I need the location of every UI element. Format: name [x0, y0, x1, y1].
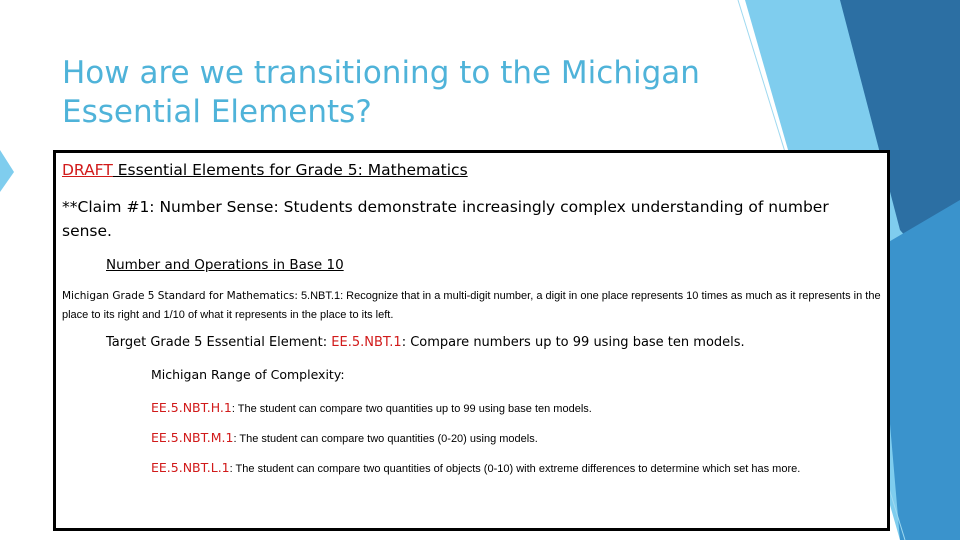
slide-title-line-1: How are we transitioning to the Michigan: [62, 55, 700, 91]
level-code: EE.5.NBT.M.1: [151, 430, 234, 445]
claim-statement: **Claim #1: Number Sense: Students demonstrate increasingly complex understanding of number sense.: [62, 198, 829, 240]
target-label: Target Grade 5 Essential Element:: [106, 335, 332, 350]
deco-left-accent: [0, 150, 14, 192]
draft-label: DRAFT: [62, 161, 113, 179]
standard-text: Recognize that in a multi-digit number, a digit in one place represents 10 times as much as it represents in the place to its right and 1/10 of what it represents in the place to its left.: [62, 290, 881, 321]
level-text: : The student can compare two quantities (0-20) using models.: [233, 433, 538, 445]
target-text: : Compare numbers up to 99 using base ten models.: [401, 335, 745, 350]
complexity-level-low: [151, 457, 871, 480]
range-of-complexity-heading: Michigan Range of Complexity:: [151, 367, 345, 382]
level-code: EE.5.NBT.H.1: [151, 400, 232, 415]
standard-code: 5.NBT.1:: [300, 290, 344, 302]
level-text: : The student can compare two quantities up to 99 using base ten models.: [231, 403, 592, 415]
complexity-level-medium: [151, 427, 871, 450]
level-text: : The student can compare two quantities of objects (0-10) with extreme differences to determine which set has more.: [229, 463, 801, 475]
slide-title: [62, 54, 762, 132]
document-heading: [62, 161, 468, 179]
grade-standard: [62, 287, 882, 325]
domain-heading: Number and Operations in Base 10: [106, 257, 344, 273]
standard-label: Michigan Grade 5 Standard for Mathematics:: [62, 290, 298, 302]
target-essential-element: [106, 335, 745, 350]
complexity-level-high: [151, 397, 871, 420]
target-code: EE.5.NBT.1: [331, 335, 402, 350]
document-heading-text: Essential Elements for Grade 5: Mathematics: [112, 161, 468, 179]
document-excerpt: [53, 150, 890, 531]
slide-title-line-2: Essential Elements?: [62, 94, 372, 130]
level-code: EE.5.NBT.L.1: [151, 460, 230, 475]
